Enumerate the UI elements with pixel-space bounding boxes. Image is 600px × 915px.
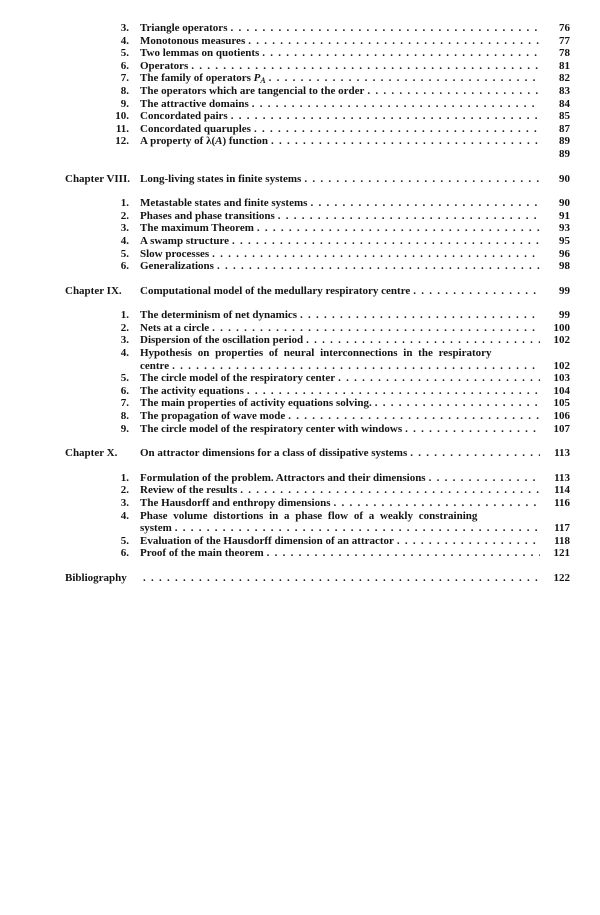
page-number: 95 xyxy=(540,235,570,248)
entry-body xyxy=(140,222,570,235)
toc-entry-row xyxy=(65,510,570,535)
toc-entry-row xyxy=(65,334,570,347)
entry-body xyxy=(140,173,570,186)
page-number: 100 xyxy=(540,322,570,335)
entry-body xyxy=(140,35,570,48)
entry-title: Nets at a circle xyxy=(140,321,210,334)
entry-title: The determinism of net dynamics xyxy=(140,309,298,322)
page-number: 118 xyxy=(540,535,570,548)
entry-body xyxy=(140,135,570,148)
page-number: 113 xyxy=(540,472,570,485)
entry-body xyxy=(140,60,570,73)
toc-section xyxy=(65,572,570,585)
toc-section xyxy=(65,22,570,161)
page-number: 113 xyxy=(540,447,570,460)
toc-entry-row xyxy=(65,197,570,210)
chapter-label: Bibliography xyxy=(65,571,127,584)
entry-title: The maximum Theorem xyxy=(140,222,254,235)
page-number: 102 xyxy=(540,334,570,347)
toc-entry-row xyxy=(65,260,570,273)
entry-number: 8. xyxy=(120,410,129,423)
page-number: 89 xyxy=(540,135,570,148)
entry-body xyxy=(140,535,570,548)
page-number: 116 xyxy=(540,497,570,510)
entry-number: 1. xyxy=(120,197,129,210)
entry-title: Slow processes xyxy=(140,247,210,260)
entry-title: Two lemmas on quotients xyxy=(140,47,260,60)
entry-body xyxy=(140,547,570,560)
page-number: 85 xyxy=(540,110,570,123)
entry-number: 5. xyxy=(120,534,129,547)
page-number: 90 xyxy=(540,197,570,210)
entry-title: Dispersion of the oscillation period xyxy=(140,334,304,347)
entry-body xyxy=(140,510,570,535)
entry-number: 8. xyxy=(120,84,129,97)
toc-entry-row xyxy=(65,484,570,497)
page-number: 102 xyxy=(540,360,570,373)
toc-section xyxy=(65,447,570,560)
entry-body xyxy=(140,447,570,460)
entry-body xyxy=(140,148,570,161)
entry-number: 2. xyxy=(120,209,129,222)
page-number: 122 xyxy=(540,572,570,585)
entry-number: 4. xyxy=(120,34,129,47)
entry-title: The family of operators $P_A$ xyxy=(140,72,266,85)
page-number: 93 xyxy=(540,222,570,235)
entry-number: 5. xyxy=(120,372,129,385)
toc-entry-row xyxy=(65,210,570,223)
entry-body xyxy=(140,260,570,273)
toc-section xyxy=(65,285,570,436)
entry-number: 9. xyxy=(120,422,129,435)
entry-number: 2. xyxy=(120,484,129,497)
toc-root xyxy=(65,22,570,585)
entry-body xyxy=(140,423,570,436)
page-number: 114 xyxy=(540,484,570,497)
page-number: 77 xyxy=(540,35,570,48)
page-number: 83 xyxy=(540,85,570,98)
entry-title: The circle model of the respiratory center with windows xyxy=(140,422,403,435)
chapter-title: Computational model of the medullary respiratory centre xyxy=(140,284,411,297)
entry-number: 12. xyxy=(115,135,129,148)
toc-entry-row xyxy=(65,123,570,136)
page-number: 98 xyxy=(540,260,570,273)
entry-title: Hypothesis on properties of neural interconnections in the respiratory centre xyxy=(140,347,492,372)
entry-number: 7. xyxy=(120,397,129,410)
entry-body xyxy=(140,98,570,111)
entry-number: 1. xyxy=(120,471,129,484)
toc-chapter-row xyxy=(65,447,570,460)
entry-body xyxy=(140,572,570,585)
page-number: 87 xyxy=(540,123,570,136)
page-number: 81 xyxy=(540,60,570,73)
entry-title: Evaluation of the Hausdorff dimension of an attractor xyxy=(140,534,394,547)
page-number: 91 xyxy=(540,210,570,223)
entry-body xyxy=(140,410,570,423)
entry-number: 5. xyxy=(120,47,129,60)
entry-title xyxy=(140,148,143,160)
page-number: 99 xyxy=(540,285,570,298)
entry-body xyxy=(140,372,570,385)
toc-chapter-row xyxy=(65,572,570,585)
entry-title: Metastable states and finite systems xyxy=(140,197,308,210)
toc-entry-row xyxy=(65,98,570,111)
entry-title: Review of the results xyxy=(140,484,238,497)
entry-body xyxy=(140,497,570,510)
entry-body xyxy=(140,210,570,223)
page-number: 107 xyxy=(540,423,570,436)
entry-title: The operators which are tangencial to the order xyxy=(140,84,365,97)
toc-entry-row xyxy=(65,385,570,398)
entry-title: The propagation of wave mode xyxy=(140,410,286,423)
entry-title: Generalizations xyxy=(140,260,214,273)
entry-body xyxy=(140,322,570,335)
entry-body xyxy=(140,334,570,347)
page-number: 117 xyxy=(540,522,570,535)
entry-number: 3. xyxy=(120,222,129,235)
page-number: 121 xyxy=(540,547,570,560)
entry-number: 9. xyxy=(120,97,129,110)
entry-body xyxy=(140,285,570,298)
page-number: 84 xyxy=(540,98,570,111)
entry-number: 7. xyxy=(120,72,129,85)
page-number: 76 xyxy=(540,22,570,35)
toc-entry-row xyxy=(65,372,570,385)
entry-title: Proof of the main theorem xyxy=(140,547,264,560)
toc-entry-row xyxy=(65,60,570,73)
page-number: 103 xyxy=(540,372,570,385)
toc-entry-row xyxy=(65,248,570,261)
chapter-label: Chapter VIII. xyxy=(65,172,130,185)
entry-number: 6. xyxy=(120,547,129,560)
entry-body xyxy=(140,309,570,322)
entry-body xyxy=(140,472,570,485)
entry-title: Phase volume distortions in a phase flow of a weakly constraining system xyxy=(140,509,478,535)
entry-number: 4. xyxy=(120,509,129,522)
toc-entry-row xyxy=(65,309,570,322)
toc-entry-row xyxy=(65,72,570,85)
toc-entry-row xyxy=(65,85,570,98)
entry-number: 6. xyxy=(120,384,129,397)
entry-number: 4. xyxy=(120,347,129,360)
entry-title: The activity equations xyxy=(140,384,244,397)
toc-entry-row xyxy=(65,110,570,123)
page-number: 96 xyxy=(540,248,570,261)
page-number: 82 xyxy=(540,72,570,85)
entry-body xyxy=(140,484,570,497)
toc-entry-row xyxy=(65,148,570,161)
toc-entry-row xyxy=(65,472,570,485)
entry-title: Triangle operators xyxy=(140,22,228,34)
entry-body xyxy=(140,72,570,85)
entry-body xyxy=(140,22,570,35)
toc-entry-row xyxy=(65,235,570,248)
entry-title: The Hausdorff and enthropy dimensions xyxy=(140,497,331,509)
entry-title: Operators xyxy=(140,59,189,72)
entry-body xyxy=(140,248,570,261)
entry-title: Monotonous measures xyxy=(140,34,246,47)
toc-entry-row xyxy=(65,547,570,560)
page-number: 105 xyxy=(540,397,570,410)
entry-title: The attractive domains xyxy=(140,97,249,110)
toc-chapter-row xyxy=(65,173,570,186)
chapter-title: On attractor dimensions for a class of dissipative systems xyxy=(140,447,408,460)
entry-title: Concordated quaruples xyxy=(140,122,251,135)
toc-entry-row xyxy=(65,535,570,548)
entry-number: 4. xyxy=(120,234,129,247)
entry-title: The main properties of activity equations solving. xyxy=(140,397,372,410)
entry-number: 3. xyxy=(120,22,129,34)
page-number: 90 xyxy=(540,173,570,186)
entry-body xyxy=(140,47,570,60)
entry-body xyxy=(140,197,570,210)
toc-entry-row xyxy=(65,347,570,372)
page-number: 78 xyxy=(540,47,570,60)
toc-entry-row xyxy=(65,22,570,35)
entry-body xyxy=(140,110,570,123)
entry-title: The circle model of the respiratory center xyxy=(140,372,336,385)
entry-number: 2. xyxy=(120,321,129,334)
toc-entry-row xyxy=(65,135,570,148)
entry-title: A swamp structure xyxy=(140,234,230,247)
chapter-label: Chapter X. xyxy=(65,447,118,460)
chapter-label: Chapter IX. xyxy=(65,284,122,297)
toc-entry-row xyxy=(65,222,570,235)
entry-title: Formulation of the problem. Attractors and their dimensions xyxy=(140,471,426,484)
entry-number: 1. xyxy=(120,309,129,322)
entry-title: Phases and phase transitions xyxy=(140,209,275,222)
entry-number: 5. xyxy=(120,247,129,260)
toc-section xyxy=(65,173,570,273)
page-number: 89 xyxy=(540,148,570,161)
toc-chapter-row xyxy=(65,285,570,298)
entry-body xyxy=(140,397,570,410)
entry-number: 10. xyxy=(115,110,129,123)
entry-number: 11. xyxy=(115,122,129,135)
chapter-title: Long-living states in finite systems xyxy=(140,172,302,185)
entry-number: 3. xyxy=(120,334,129,347)
page-number: 104 xyxy=(540,385,570,398)
toc-entry-row xyxy=(65,322,570,335)
toc-entry-row xyxy=(65,497,570,510)
entry-body xyxy=(140,385,570,398)
entry-title: Concordated pairs xyxy=(140,110,228,123)
toc-entry-row xyxy=(65,397,570,410)
entry-title: A property of λ(A) function xyxy=(140,135,269,148)
toc-entry-row xyxy=(65,410,570,423)
toc-entry-row xyxy=(65,47,570,60)
entry-body xyxy=(140,123,570,136)
entry-body xyxy=(140,347,570,372)
page-number: 99 xyxy=(540,309,570,322)
entry-number: 6. xyxy=(120,59,129,72)
entry-number: 3. xyxy=(120,497,129,509)
entry-body xyxy=(140,235,570,248)
toc-entry-row xyxy=(65,35,570,48)
toc-entry-row xyxy=(65,423,570,436)
entry-body xyxy=(140,85,570,98)
page-number: 106 xyxy=(540,410,570,423)
entry-number: 6. xyxy=(120,260,129,273)
